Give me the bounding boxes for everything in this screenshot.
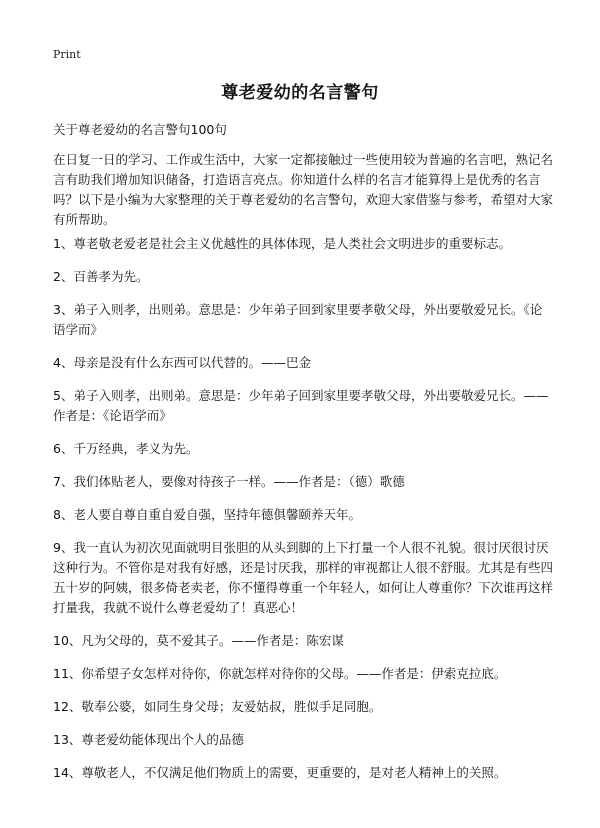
quote-item: 10、凡为父母的，莫不爱其子。——作者是：陈宏谋 [53, 633, 344, 648]
quote-item: 12、敬奉公婆，如同生身父母；友爱姑叔，胜似手足同胞。 [53, 699, 382, 714]
quote-item: 8、老人要自尊自重自爱自强，坚持年德俱馨颐养天年。 [53, 507, 361, 522]
quote-item: 5、弟子入则孝，出则弟。意思是：少年弟子回到家里要孝敬父母，外出要敬爱兄长。——作者是：《论语学而》 [53, 388, 549, 423]
quote-item: 9、我一直认为初次见面就明目张胆的从头到脚的上下打量一个人很不礼貌。很讨厌很讨厌这种行为。不管你是对我有好感，还是讨厌我，那样的审视都让人很不舒服。尤其是有些四五十岁的阿姨，很多倚老卖老，你不懂得尊重一个年轻人，如何让人尊重你？下次谁再这样打量我，我就不说什么尊老爱幼了！真恶心！ [53, 540, 554, 615]
quote-list [53, 234, 553, 796]
print-link[interactable]: Print [53, 48, 81, 61]
quote-item: 6、千万经典，孝义为先。 [53, 441, 199, 456]
quote-item: 2、百善孝为先。 [53, 269, 149, 284]
quote-item: 7、我们体贴老人，要像对待孩子一样。——作者是：（德）歌德 [53, 474, 405, 489]
quote-item: 3、弟子入则孝，出则弟。意思是：少年弟子回到家里要孝敬父母，外出要敬爱兄长。《论语学而》 [53, 302, 543, 337]
intro-paragraph: 在日复一日的学习、工作或生活中，大家一定都接触过一些使用较为普遍的名言吧，熟记名言有助我们增加知识储备，打造语言亮点。你知道什么样的名言才能算得上是优秀的名言吗？以下是小编为大家整理的关于尊老爱幼的名言警句，欢迎大家借鉴与参考，希望对大家有所帮助。 [53, 152, 554, 227]
quote-item: 4、母亲是没有什么东西可以代替的。——巴金 [53, 355, 311, 370]
subtitle: 关于尊老爱幼的名言警句100句 [53, 122, 227, 137]
page-title: 尊老爱幼的名言警句 [221, 83, 379, 103]
quote-item: 11、你希望子女怎样对待你，你就怎样对待你的父母。——作者是：伊索克拉底。 [53, 666, 507, 681]
quote-item: 13、尊老爱幼能体现出个人的品德 [53, 732, 244, 747]
quote-item: 14、尊敬老人，不仅满足他们物质上的需要，更重要的，是对老人精神上的关照。 [53, 765, 507, 780]
quote-item: 1、尊老敬老爱老是社会主义优越性的具体体现，是人类社会文明进步的重要标志。 [53, 236, 511, 251]
